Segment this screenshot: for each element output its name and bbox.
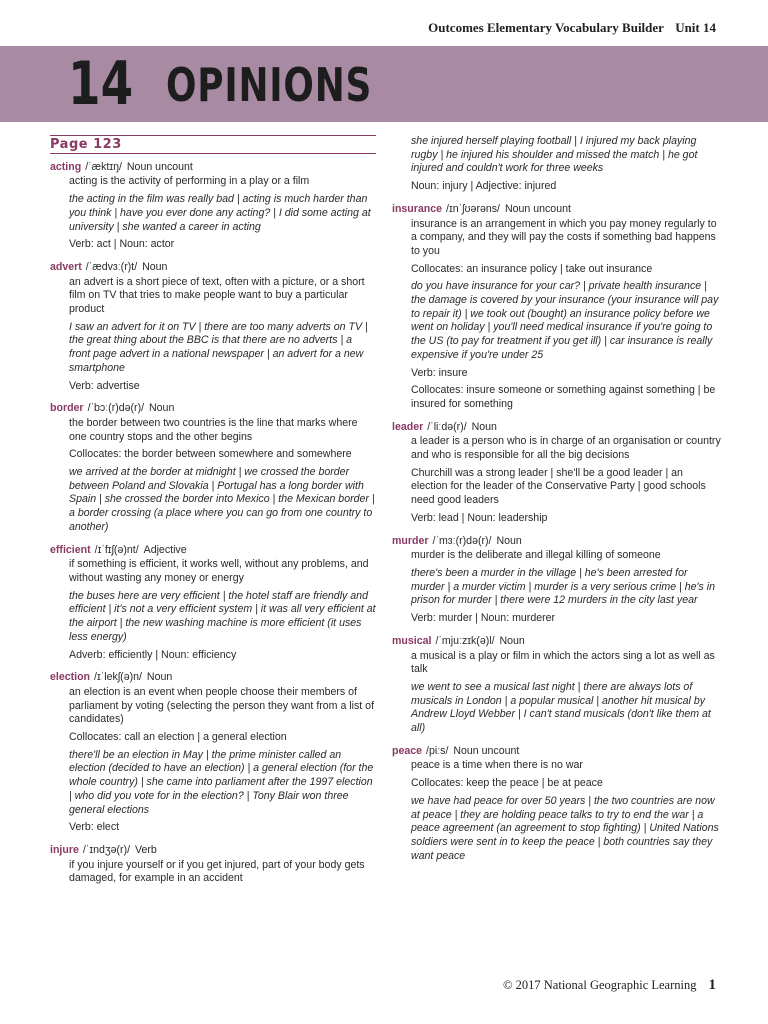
entry-injure — [50, 844, 376, 886]
examples: do you have insurance for your car? | private health insurance | the damage is covered by your insurance (your insurance will pay to repair it) | we took out (bought) an insurance policy before we went on holiday | you'll need medical insurance if you're going to the US (to pay for treatment if you get ill) | car insurance is really expensive if you're under 25 — [411, 280, 719, 361]
entry-advert — [50, 261, 376, 393]
pronunciation: /ˈɪndʒə(r)/ — [82, 843, 131, 856]
definition: an election is an event when people choose their members of parliament by voting (selecting the person they want from a list of candidates) — [69, 685, 375, 726]
collocates: Collocates: call an election | a general election — [69, 731, 287, 744]
part-of-speech: Noun — [496, 534, 522, 547]
pronunciation: /ˈmɜː(r)də(r)/ — [432, 534, 492, 547]
related-forms: Adverb: efficiently | Noun: efficiency — [69, 648, 237, 661]
definition: a leader is a person who is in charge of an organisation or country and who is responsible for all the big decisions — [411, 435, 721, 462]
related-forms: Verb: lead | Noun: leadership — [411, 511, 548, 524]
headword: election — [50, 671, 91, 684]
definition: murder is the deliberate and illegal killing of someone — [411, 549, 661, 562]
examples: I saw an advert for it on TV | there are too many adverts on TV | the great thing about the BBC is that there are no adverts | a front page advert in a national newspaper | an advert for a new smartphone — [69, 320, 368, 374]
headword: efficient — [50, 543, 91, 556]
collocates: Collocates: an insurance policy | take out insurance — [411, 262, 653, 275]
part-of-speech: Noun — [499, 634, 525, 647]
part-of-speech: Verb — [135, 843, 157, 856]
headword: murder — [392, 534, 429, 547]
part-of-speech: Noun — [142, 260, 168, 273]
entry-injure-continued — [392, 135, 722, 194]
entry-musical — [392, 635, 722, 736]
pronunciation: /ɪnˈʃʊərəns/ — [446, 202, 500, 215]
examples: Churchill was a strong leader | she'll be a good leader | an election for the leader of the Conservative Party | good schools need good leaders — [411, 466, 706, 507]
related-forms: Verb: elect — [69, 821, 120, 834]
definition: acting is the activity of performing in a play or a film — [69, 175, 310, 188]
right-column — [392, 135, 722, 872]
collocates-verb: Collocates: insure someone or something against something | be insured for something — [411, 384, 716, 410]
collocates: Collocates: the border between somewhere and somewhere — [69, 448, 352, 461]
entry-efficient — [50, 544, 376, 663]
related-forms: Verb: insure — [411, 366, 468, 379]
unit-number: 14 — [68, 49, 134, 119]
pronunciation: /ˈmjuːzɪk(ə)l/ — [435, 634, 495, 647]
part-of-speech: Noun uncount — [453, 744, 520, 757]
pronunciation: /ˈbɔː(r)də(r)/ — [87, 402, 145, 415]
examples: there's been a murder in the village | he's been arrested for murder | a murder victim | murder is a very serious crime | he's in prison for murder | there were 12 murders in the city last year — [411, 566, 716, 607]
copyright-notice: © 2017 National Geographic Learning — [503, 978, 697, 992]
book-title: Outcomes Elementary Vocabulary Builder — [428, 20, 664, 35]
examples: the acting in the film was really bad | acting is much harder than you think | have you ever done any acting? | I did some acting at university | she wanted a career in acting — [69, 193, 371, 233]
definition: the border between two countries is the line that marks where one country stops and the other begins — [69, 416, 358, 443]
entry-insurance — [392, 203, 722, 412]
related-forms: Verb: murder | Noun: murderer — [411, 612, 556, 625]
examples: we went to see a musical last night | there are always lots of musicals in London | a popular musical | another hit musical by Andrew Lloyd Webber | I can't stand musicals (don't like them at all) — [411, 680, 711, 735]
pronunciation: /ˈædvɜː(r)t/ — [85, 260, 138, 273]
related-forms: Verb: advertise — [69, 379, 140, 392]
unit-label: Unit 14 — [675, 20, 716, 35]
entry-peace — [392, 745, 722, 864]
page-footer — [503, 977, 716, 994]
part-of-speech: Noun uncount — [126, 160, 193, 173]
examples: we have had peace for over 50 years | the two countries are now at peace | they are holding peace talks to try to end the war | a peace agreement (an agreement to stop fighting) | United Nations soldiers were sent in to keep the peace | both countries say they want peace — [411, 794, 719, 862]
definition: insurance is an arrangement in which you pay money regularly to a company, and they will pay the costs if something bad happens to you — [411, 217, 717, 257]
part-of-speech: Noun uncount — [504, 202, 571, 215]
definition: an advert is a short piece of text, often with a picture, or a short film on TV that tries to make people want to buy a particular product — [69, 275, 365, 316]
part-of-speech: Noun — [471, 420, 497, 433]
pronunciation: /ˈæktɪŋ/ — [85, 160, 122, 173]
collocates: Collocates: keep the peace | be at peace — [411, 777, 603, 790]
headword: acting — [50, 160, 82, 173]
entry-murder — [392, 535, 722, 626]
entry-border — [50, 402, 376, 534]
page-label: Page 123 — [50, 135, 376, 154]
running-header — [428, 20, 716, 36]
definition: if you injure yourself or if you get injured, part of your body gets damaged, for example in an accident — [69, 858, 365, 885]
headword: injure — [50, 843, 79, 856]
unit-title: OPINIONS — [166, 58, 373, 112]
pronunciation: /piːs/ — [426, 744, 449, 757]
examples: there'll be an election in May | the prime minister called an election (decided to have an election) | a general election (for the whole country) | she came into parliament after the 1997 election | who did you vote for in the election? | Tony Blair won three general elections — [69, 748, 374, 816]
entry-leader — [392, 421, 722, 526]
left-column — [50, 135, 376, 895]
pronunciation: /ˈliːdə(r)/ — [427, 420, 467, 433]
definition: if something is efficient, it works well, without any problems, and without wasting any money or energy — [69, 558, 369, 584]
definition: peace is a time when there is no war — [411, 759, 583, 772]
part-of-speech: Noun — [149, 402, 175, 415]
definition: a musical is a play or film in which the actors sing a lot as well as talk — [411, 649, 715, 676]
entry-acting — [50, 161, 376, 252]
examples: she injured herself playing football | I injured my back playing rugby | he injured his shoulder and missed the match | he got injured and couldn't work for three weeks — [411, 135, 698, 175]
unit-banner — [0, 46, 768, 122]
part-of-speech: Adjective — [143, 543, 187, 556]
examples: the buses here are very efficient | the hotel staff are friendly and efficient | it's not a very efficient system | it was all very efficient at the airport | the new washing machine is more efficient (it uses less energy) — [69, 589, 376, 643]
examples: we arrived at the border at midnight | we crossed the border between Poland and Slovakia | Portugal has a long border with Spain | she crossed the border into Mexico | the Mexican border | a border crossing (a place where you can go from one country to another) — [69, 466, 375, 533]
headword: insurance — [392, 202, 443, 215]
entry-election — [50, 671, 376, 835]
headword: peace — [392, 744, 423, 757]
pronunciation: /ɪˈlekʃ(ə)n/ — [94, 671, 142, 684]
headword: leader — [392, 420, 424, 433]
related-forms: Verb: act | Noun: actor — [69, 238, 175, 251]
page-number: 1 — [708, 977, 716, 993]
part-of-speech: Noun — [146, 671, 173, 684]
headword: musical — [392, 634, 432, 647]
pronunciation: /ɪˈfɪʃ(ə)nt/ — [94, 543, 139, 556]
headword: border — [50, 402, 84, 415]
headword: advert — [50, 260, 82, 273]
related-forms: Noun: injury | Adjective: injured — [411, 180, 557, 193]
